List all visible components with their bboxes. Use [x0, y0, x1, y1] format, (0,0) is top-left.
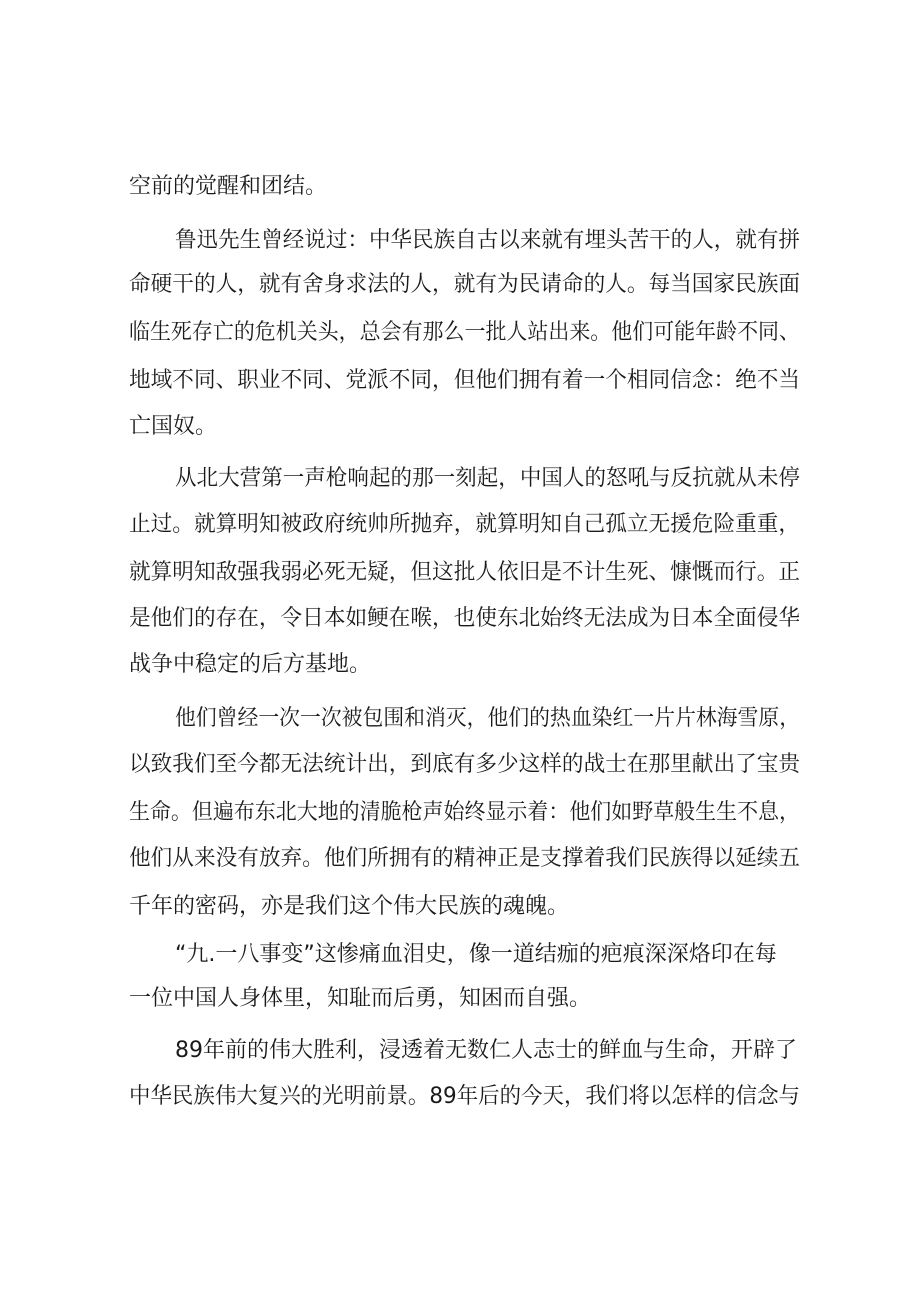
text-line-3: 命硬干的人，就有舍身求法的人，就有为民请命的人。每当国家民族面: [129, 272, 801, 297]
text-line-1: 空前的觉醒和团结。: [129, 174, 328, 199]
text-line-2: 鲁迅先生曾经说过：中华民族自古以来就有埋头苦干的人，就有拼: [175, 228, 801, 253]
text-line-6: 亡国奴。: [129, 414, 218, 439]
text-line-12: 他们曾经一次一次被包围和消灭，他们的热血染红一片片林海雪原，: [175, 706, 801, 731]
text-line-18: 一位中国人身体里，知耻而后勇，知困而自强。: [129, 986, 592, 1011]
text-line-20: 中华民族伟大复兴的光明前景。89年后的今天，我们将以怎样的信念与: [129, 1084, 801, 1109]
text-line-4: 临生死存亡的危机关头，总会有那么一批人站出来。他们可能年龄不同、: [129, 320, 800, 345]
text-line-13: 以致我们至今都无法统计出，到底有多少这样的战士在那里献出了宝贵: [129, 752, 801, 777]
text-line-7: 从北大营第一声枪响起的那一刻起，中国人的怒吼与反抗就从未停: [175, 466, 801, 491]
text-line-9: 就算明知敌强我弱必死无疑，但这批人依旧是不计生死、慷慨而行。正: [129, 560, 801, 585]
text-line-10: 是他们的存在，令日本如鲠在喉，也使东北始终无法成为日本全面侵华: [129, 606, 801, 631]
text-line-17: “九.一八事变”这惨痛血泪史，像一道结痂的疤痕深深烙印在每: [175, 942, 777, 967]
text-line-11: 战争中稳定的后方基地。: [129, 652, 372, 677]
text-line-8: 止过。就算明知被政府统帅所抛弃，就算明知自己孤立无援危险重重，: [129, 512, 801, 537]
text-line-14: 生命。但遍布东北大地的清脆枪声始终显示着：他们如野草般生生不息，: [129, 800, 800, 825]
text-line-19: 89年前的伟大胜利，浸透着无数仁人志士的鲜血与生命，开辟了: [175, 1038, 797, 1063]
text-line-5: 地域不同、职业不同、党派不同，但他们拥有着一个相同信念：绝不当: [129, 368, 801, 393]
text-line-15: 他们从来没有放弃。他们所拥有的精神正是支撑着我们民族得以延续五: [129, 846, 801, 871]
text-line-16: 千年的密码，亦是我们这个伟大民族的魂魄。: [129, 894, 570, 919]
